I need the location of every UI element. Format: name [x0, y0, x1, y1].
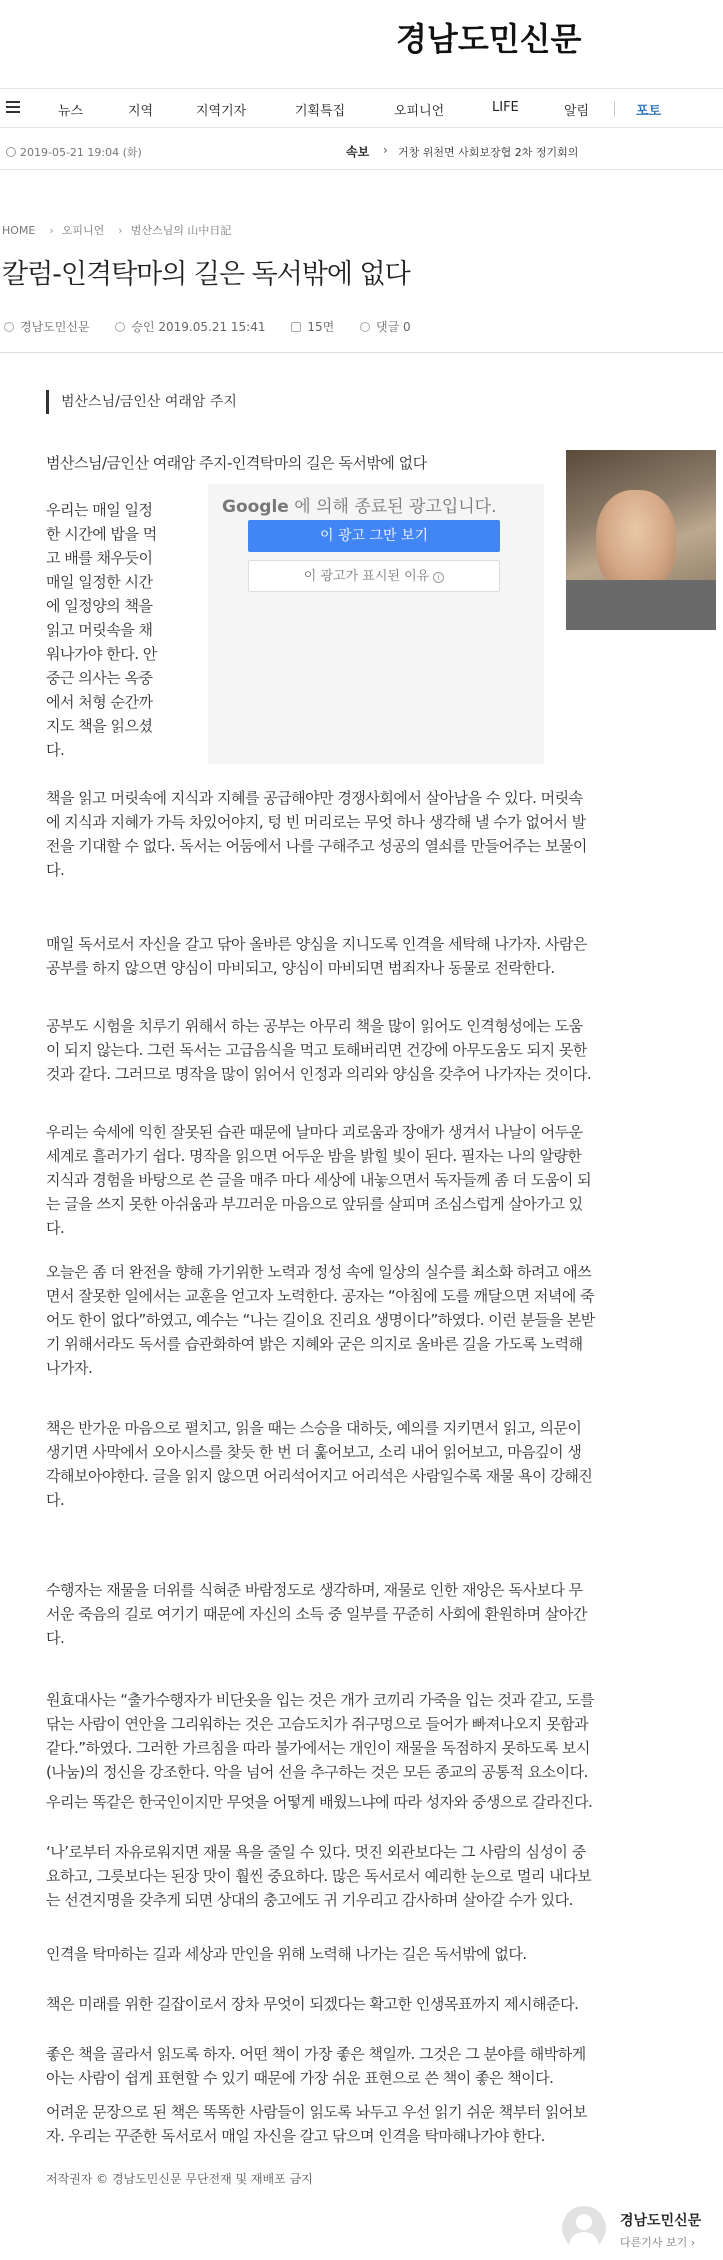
text-line: 워나가야 한다. 안 — [46, 645, 157, 663]
text-line: 우리는 똑같은 한국인이지만 무엇을 어떻게 배웠느냐에 따라 성자와 중생으로 갈라진다. — [46, 1793, 593, 1811]
author-name: 경남도민신문 — [620, 2213, 702, 2229]
paragraph — [46, 1688, 718, 1784]
text-line: 매일 독서로서 자신을 갈고 닦아 올바른 양심을 지니도록 인격을 세탁해 나가자. 사람은 — [46, 935, 587, 953]
text-line: 책은 반가운 마음으로 펼치고, 읽을 때는 스승을 대하듯, 예의를 지키면서 읽고, 의문이 — [46, 1419, 582, 1437]
text-line: 에 일정양의 책을 — [46, 597, 153, 615]
text-line: 기 위해서라도 독서를 습관화하여 밝은 지혜와 굳은 의지로 올바른 길을 가도록 노력해 — [46, 1335, 583, 1353]
text-line: 읽고 머릿속을 채 — [46, 621, 153, 639]
paragraph — [46, 1942, 718, 1966]
clock-icon — [115, 322, 125, 332]
text-line: 책은 미래를 위한 길잡이로서 장차 무엇이 되겠다는 확고한 인생목표까지 제시해준다. — [46, 1995, 579, 2013]
nav-item-life[interactable]: LIFE — [492, 100, 519, 115]
nav-item-notice[interactable]: 알림 — [564, 104, 590, 119]
text-line: 지식과 경험을 바탕으로 쓴 글을 매주 마다 세상에 내놓으면서 독자들께 좀 더 도움이 되 — [46, 1171, 592, 1189]
text-line: 서운 죽음의 길로 여기기 때문에 자신의 소득 중 일부를 꾸준히 사회에 환원하며 살아간 — [46, 1605, 587, 1623]
text-line: 좋은 책을 골라서 읽도록 하자. 어떤 책이 가장 좋은 책일까. 그것은 그 분야를 해박하게 — [46, 2045, 586, 2063]
paragraph — [46, 786, 718, 882]
nav-item-region-reporter[interactable]: 지역기자 — [196, 104, 247, 119]
nav-item-photo[interactable]: 포토 — [636, 104, 662, 119]
divider — [0, 352, 723, 353]
photo-robe — [566, 580, 716, 630]
user-icon — [4, 322, 14, 332]
text-line: 닦는 사람이 연안을 그리워하는 것은 고슴도치가 쥐구멍으로 들어가 빠져나오지 못함과 — [46, 1715, 589, 1733]
breadcrumb-column[interactable]: 범산스님의 山中日記 — [130, 224, 232, 237]
copyright-notice: 저작권자 © 경남도민신문 무단전재 및 재배포 금지 — [46, 2172, 313, 2186]
article-meta — [4, 318, 433, 335]
meta-comments[interactable] — [360, 318, 411, 335]
breaking-news-label: 속보 — [346, 145, 370, 159]
nav-item-news[interactable]: 뉴스 — [58, 104, 84, 119]
comments-text: 댓글 0 — [376, 320, 411, 334]
stop-ad-button[interactable]: 이 광고 그만 보기 — [248, 520, 500, 552]
text-line: 매일 일정한 시간 — [46, 573, 153, 591]
more-articles-link[interactable]: 다른기사 보기 › — [620, 2236, 696, 2249]
paragraph — [46, 1790, 718, 1814]
nav-divider — [614, 101, 615, 117]
article-subhead: 범산스님/금인산 여래암 주지 — [46, 390, 237, 414]
chevron-right-icon: › — [49, 224, 54, 237]
text-line: 공부를 하지 않으면 양심이 마비되고, 양심이 마비되면 범죄자나 동물로 전락한다. — [46, 959, 555, 977]
text-line: 는 선견지명을 갖추게 되면 상대의 충고에도 귀 기우리고 감사하며 살아갈 수가 있다. — [46, 1891, 573, 1909]
menu-icon[interactable] — [6, 101, 20, 115]
paragraph — [46, 1416, 718, 1512]
current-date — [6, 144, 142, 160]
paragraph — [46, 1260, 718, 1380]
avatar-body — [570, 2232, 598, 2250]
breadcrumb-home[interactable]: HOME — [2, 224, 36, 237]
text-line: 어도 한이 없다”하였고, 예수는 “나는 길이요 진리요 생명이다”하였다. 이런 분들을 본받 — [46, 1311, 595, 1329]
google-logo: Google — [222, 497, 289, 517]
text-line: 원효대사는 “출가수행자가 비단옷을 입는 것은 개가 코끼리 가죽을 입는 것과 같고, 도를 — [46, 1691, 595, 1709]
text-line: 에서 처형 순간까 — [46, 693, 153, 711]
text-line: 지도 책을 읽으셨 — [46, 717, 153, 735]
text-line: 다. — [46, 1219, 65, 1237]
text-line: 인격을 탁마하는 길과 세상과 만인을 위해 노력해 나가는 길은 독서밖에 없다. — [46, 1945, 527, 1963]
nav-item-region[interactable]: 지역 — [128, 104, 154, 119]
text-line: 수행자는 재물을 더위를 식혀준 바람정도로 생각하며, 재물로 인한 재앙은 독사보다 무 — [46, 1581, 583, 1599]
text-line: 이 되지 않는다. 그런 독서는 고급음식을 먹고 토해버리면 건강에 아무도움도 되지 못한 — [46, 1041, 587, 1059]
text-line: 다. — [46, 741, 65, 759]
article-intro: 범산스님/금인산 여래암 주지-인격탁마의 길은 독서밖에 없다 — [46, 454, 427, 472]
article-left-column — [46, 498, 182, 762]
text-line: 우리는 숙세에 익힌 잘못된 습관 때문에 날마다 괴로움과 장애가 생겨서 나날이 어두운 — [46, 1123, 583, 1141]
author-photo — [566, 450, 716, 630]
text-line: (나눔)의 정신을 강조한다. 악을 넘어 선을 추구하는 것은 모든 종교의 공통적 요소이다. — [46, 1763, 588, 1781]
paragraph — [46, 1992, 718, 2016]
pages-text: 15면 — [307, 320, 335, 334]
meta-author — [4, 318, 90, 335]
text-line: 요하고, 그릇보다는 된장 맛이 훨씬 중요하다. 많은 독서로서 예리한 눈으로 멀리 내다보 — [46, 1867, 592, 1885]
text-line: 다. — [46, 861, 65, 879]
text-line: 중근 의사는 옥중 — [46, 669, 153, 687]
text-line: 전을 기대할 수 없다. 독서는 어둠에서 나를 구해주고 성공의 열쇠를 만들어주는 보물이 — [46, 837, 587, 855]
ad-placeholder — [208, 484, 544, 764]
breadcrumb — [2, 222, 237, 238]
ad-header — [222, 492, 497, 517]
text-line: 아는 사람이 쉽게 표현할 수 있기 때문에 가장 쉬운 표현으로 쓴 책이 좋은 책이다. — [46, 2069, 554, 2087]
text-line: 다. — [46, 1491, 65, 1509]
masthead — [0, 0, 723, 80]
text-line: 공부도 시험을 치루기 위해서 하는 공부는 아무리 책을 많이 읽어도 인격형성에는 도움 — [46, 1017, 583, 1035]
text-line: 면서 잘못한 일에서는 교훈을 얻고자 노력한다. 공자는 “아침에 도를 깨달으면 저녁에 죽 — [46, 1287, 595, 1305]
site-logo[interactable]: 경남도민신문 — [396, 20, 582, 58]
text-line: 같다.”하였다. 그러한 가르침을 따라 불가에서는 개인이 재물을 독점하지 못하도록 보시 — [46, 1739, 590, 1757]
why-ad-button[interactable] — [248, 560, 500, 592]
paragraph — [46, 1120, 718, 1240]
paragraph — [46, 1578, 718, 1650]
paragraph — [46, 2042, 718, 2090]
why-ad-label: 이 광고가 표시된 이유 — [303, 569, 430, 584]
text-line: 다. — [46, 1629, 65, 1647]
meta-pages — [291, 318, 334, 335]
paragraph — [46, 1840, 718, 1912]
nav-item-features[interactable]: 기획특집 — [295, 104, 346, 119]
author-box — [560, 2206, 723, 2260]
text-line: 것과 같다. 그러므로 명작을 많이 읽어서 인정과 의리와 양심을 갖추어 나가자는 것이다. — [46, 1065, 592, 1083]
text-line: ‘나’로부터 자유로워지면 재물 욕을 줄일 수 있다. 멋진 외관보다는 그 사람의 심성이 중 — [46, 1843, 586, 1861]
text-line: 는 글을 쓰지 못한 아쉬움과 부끄러운 마음으로 앞뒤를 살피며 조심스럽게 살아가고 있 — [46, 1195, 583, 1213]
paragraph — [46, 932, 718, 980]
paragraph — [46, 1014, 718, 1086]
approved-text: 승인 2019.05.21 15:41 — [131, 320, 266, 334]
paragraph — [46, 2100, 718, 2148]
text-line: 나가자. — [46, 1359, 93, 1377]
photo-face — [596, 490, 676, 590]
chevron-right-icon: › — [383, 143, 388, 157]
info-icon: i — [433, 572, 444, 583]
page-icon — [291, 322, 301, 332]
text-line: 생기면 사막에서 오아시스를 찾듯 한 번 더 훑어보고, 소리 내어 읽어보고, 마음깊이 생 — [46, 1443, 582, 1461]
avatar-head — [576, 2214, 592, 2230]
author-text: 경남도민신문 — [20, 320, 90, 334]
comment-icon — [360, 322, 370, 332]
text-line: 책을 읽고 머릿속에 지식과 지혜를 공급해야만 경쟁사회에서 살아남을 수 있다. 머릿속 — [46, 789, 583, 807]
date-text: 2019-05-21 19:04 (화) — [20, 146, 142, 159]
text-line: 각해보아야한다. 글을 읽지 않으면 어리석어지고 어리석은 사람일수록 재물 욕이 강해진 — [46, 1467, 593, 1485]
text-line: 자. 우리는 꾸준한 독서로서 매일 자신을 갈고 닦으며 인격을 탁마해나가야 한다. — [46, 2127, 545, 2145]
avatar — [562, 2206, 606, 2250]
text-line: 우리는 매일 일정 — [46, 501, 153, 519]
article-title: 칼럼-인격탁마의 길은 독서밖에 없다 — [2, 259, 410, 290]
text-line: 어려운 문장으로 된 책은 똑똑한 사람들이 읽도록 놔두고 우선 읽기 쉬운 책부터 읽어보 — [46, 2103, 587, 2121]
nav-item-opinion[interactable]: 오피니언 — [394, 104, 445, 119]
text-line: 세계로 흘러가기 쉽다. 명작을 읽으면 어두운 밤을 밝힐 빛이 된다. 필자는 나의 알량한 — [46, 1147, 582, 1165]
text-line: 에 지식과 지혜가 가득 차있어야지, 텅 빈 머리로는 무엇 하나 생각해 낼 수가 없어서 발 — [46, 813, 586, 831]
meta-approved — [115, 318, 265, 335]
ad-header-text: 에 의해 종료된 광고입니다. — [294, 497, 497, 517]
text-line: 한 시간에 밥을 먹 — [46, 525, 157, 543]
breadcrumb-section[interactable]: 오피니언 — [61, 224, 105, 237]
info-bar — [0, 134, 723, 170]
text-line: 오늘은 좀 더 완전을 향해 가기위한 노력과 정성 속에 일상의 실수를 최소화 하려고 애쓰 — [46, 1263, 592, 1281]
text-line: 고 배를 채우듯이 — [46, 549, 153, 567]
main-nav — [0, 88, 723, 128]
breaking-news-headline[interactable]: 거창 위천면 사회보장협 2차 정기회의 — [398, 146, 579, 159]
chevron-right-icon: › — [118, 224, 123, 237]
clock-icon — [6, 147, 16, 157]
